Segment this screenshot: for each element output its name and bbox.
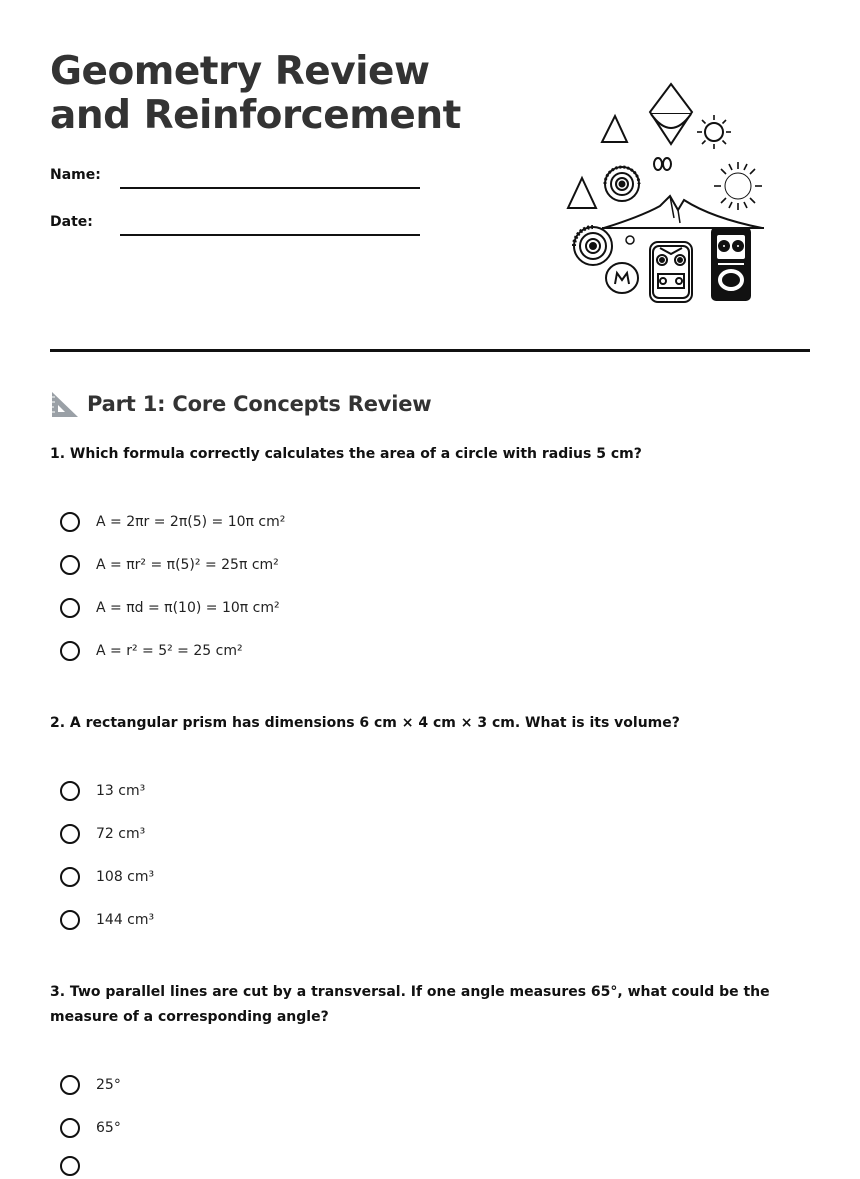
geometric-shapes-tiki-illustration bbox=[562, 78, 768, 308]
option-label: 25° bbox=[96, 1077, 121, 1093]
page-title: Geometry Review and Reinforcement bbox=[50, 49, 461, 138]
question-1-text: 1. Which formula correctly calculates the area of a circle with radius 5 cm? bbox=[50, 446, 642, 462]
triangle-shape bbox=[602, 116, 627, 142]
tiki-mask-icon bbox=[650, 242, 692, 302]
section-heading bbox=[50, 388, 431, 420]
large-sun-icon bbox=[714, 162, 762, 210]
radio-button[interactable] bbox=[60, 512, 80, 532]
tiki-totem-icon bbox=[712, 228, 750, 300]
spiral-circle-icon bbox=[574, 227, 612, 265]
radio-button[interactable] bbox=[60, 1156, 80, 1176]
option-label: A = 2πr = 2π(5) = 10π cm² bbox=[96, 514, 286, 530]
question-2-option-d[interactable] bbox=[60, 907, 154, 933]
option-label: 72 cm³ bbox=[96, 826, 146, 842]
question-3-option-a[interactable] bbox=[60, 1072, 121, 1098]
option-label: 65° bbox=[96, 1120, 121, 1136]
header-divider bbox=[50, 349, 810, 352]
question-1-option-d[interactable] bbox=[60, 638, 243, 664]
radio-button[interactable] bbox=[60, 910, 80, 930]
question-3-text: 3. Two parallel lines are cut by a transversal. If one angle measures 65°, what could be the measure of a corresponding angle? bbox=[50, 984, 770, 1025]
sun-icon bbox=[697, 115, 731, 149]
section-title: Part 1: Core Concepts Review bbox=[87, 392, 432, 416]
radio-button[interactable] bbox=[60, 555, 80, 575]
option-label: 108 cm³ bbox=[96, 869, 155, 885]
option-label: A = r² = 5² = 25 cm² bbox=[96, 643, 243, 659]
set-square-icon bbox=[50, 389, 80, 419]
date-label: Date: bbox=[50, 214, 93, 230]
question-1-option-a[interactable] bbox=[60, 509, 285, 535]
question-1-option-b[interactable] bbox=[60, 552, 279, 578]
question-2-option-b[interactable] bbox=[60, 821, 145, 847]
question-3-option-c-partial[interactable] bbox=[60, 1153, 96, 1179]
radio-button[interactable] bbox=[60, 867, 80, 887]
option-label: A = πr² = π(5)² = 25π cm² bbox=[96, 557, 279, 573]
date-line[interactable] bbox=[120, 234, 420, 236]
question-1-option-c[interactable] bbox=[60, 595, 280, 621]
question-2-option-c[interactable] bbox=[60, 864, 154, 890]
date-field bbox=[50, 214, 430, 244]
question-2-option-a[interactable] bbox=[60, 778, 145, 804]
face-icon bbox=[606, 263, 638, 293]
option-label: 13 cm³ bbox=[96, 783, 146, 799]
radio-button[interactable] bbox=[60, 1075, 80, 1095]
concentric-circle-icon bbox=[605, 167, 639, 201]
radio-button[interactable] bbox=[60, 598, 80, 618]
question-2-text: 2. A rectangular prism has dimensions 6 cm × 4 cm × 3 cm. What is its volume? bbox=[50, 715, 680, 731]
question-3-option-b[interactable] bbox=[60, 1115, 121, 1141]
large-triangle-shape bbox=[568, 178, 596, 208]
radio-button[interactable] bbox=[60, 824, 80, 844]
name-line[interactable] bbox=[120, 187, 420, 189]
name-label: Name: bbox=[50, 167, 101, 183]
name-field bbox=[50, 167, 430, 197]
radio-button[interactable] bbox=[60, 641, 80, 661]
radio-button[interactable] bbox=[60, 781, 80, 801]
radio-button[interactable] bbox=[60, 1118, 80, 1138]
option-label: 144 cm³ bbox=[96, 912, 155, 928]
option-label: A = πd = π(10) = 10π cm² bbox=[96, 600, 280, 616]
